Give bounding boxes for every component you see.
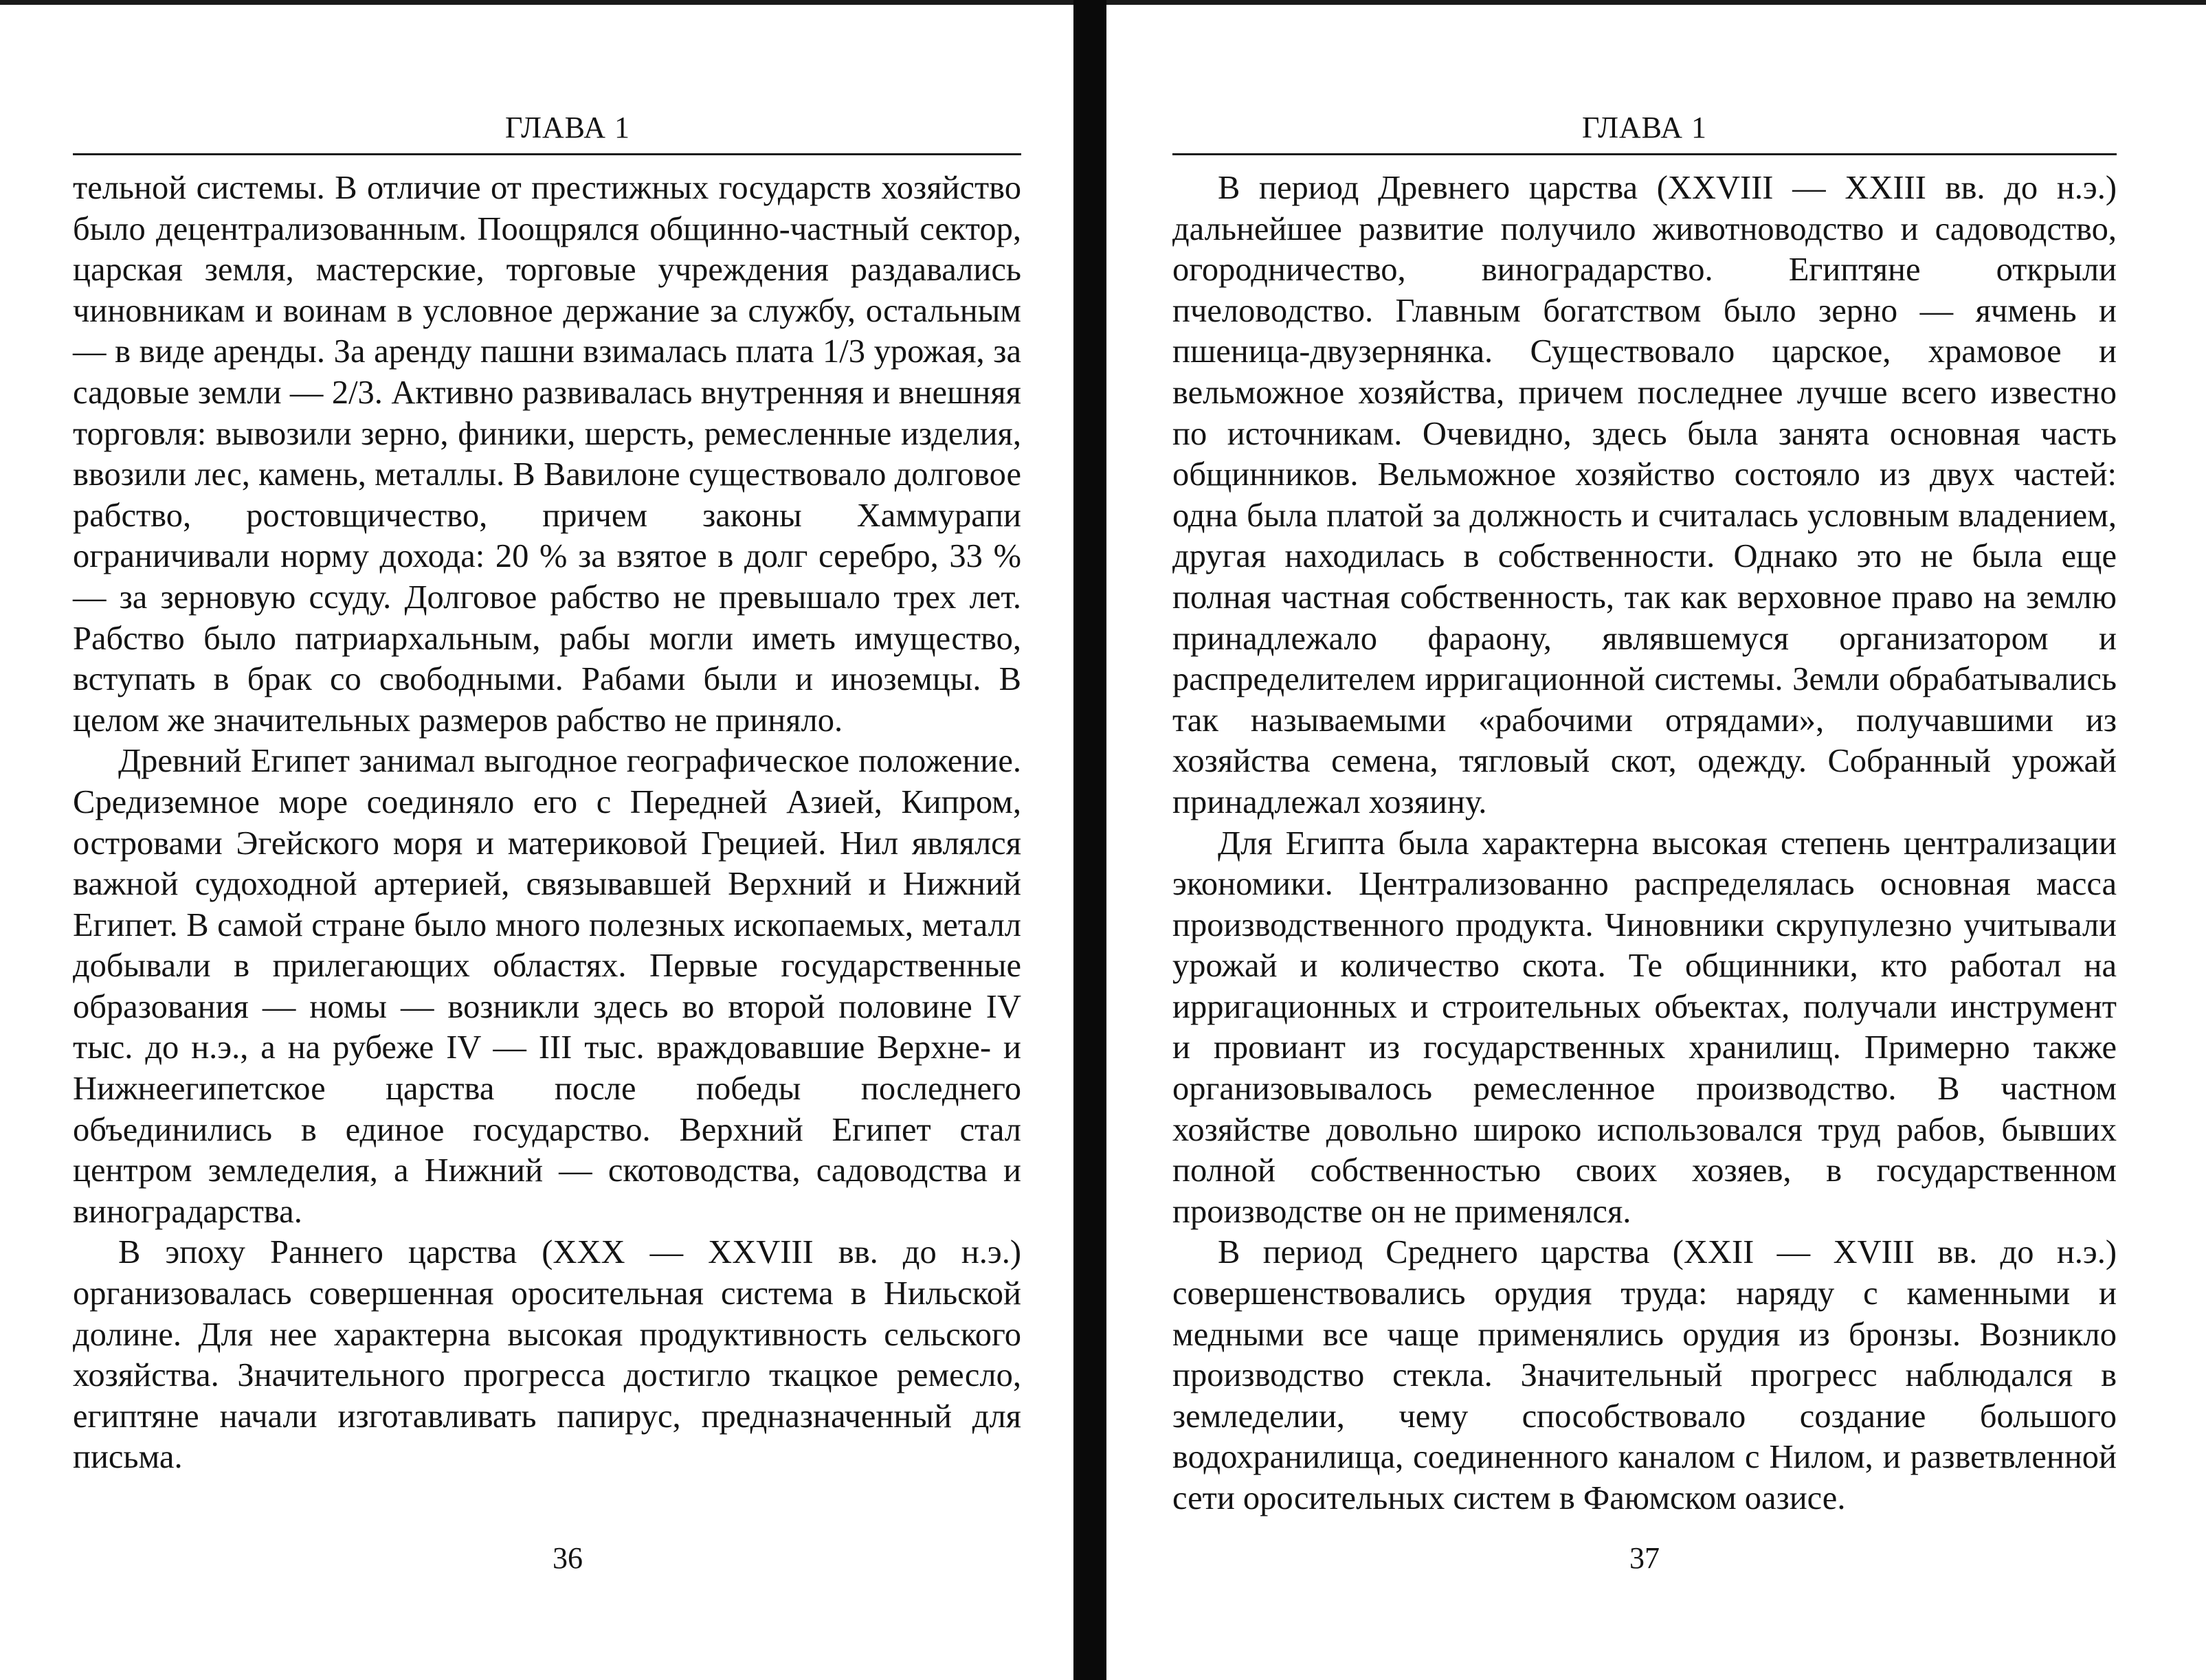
- right-paragraph-2: Для Египта была характерна высокая степень централизации экономики. Централизованно распределялась основная масса производственного продукта. Чиновники скрупулезно учитывали урожай и количество скота. Те общинники, кто работал на ирригационных и строительных объектах, получали инструмент и провиант из государственных хранилищ. Примерно также организовывалось ремесленное производство. В частном хозяйстве довольно широко использовался труд рабов, бывших полной собственностью своих хозяев, в государственном производстве он не применялся.: [1172, 825, 2117, 1230]
- right-page: [1172, 0, 2117, 1680]
- right-running-head: ГЛАВА 1: [1581, 111, 1708, 144]
- left-running-head: ГЛАВА 1: [504, 111, 631, 144]
- left-paragraph-2: Древний Египет занимал выгодное географическое положение. Средиземное море соединяло его с Передней Азией, Кипром, островами Эгейского моря и материковой Грецией. Нил являлся важной судоходной артерией, связывавшей Верхний и Нижний Египет. В самой стране было много полезных ископаемых, металл добывали в прилегающих областях. Первые государственные образования — номы — возникли здесь во второй половине IV тыс. до н.э., а на рубеже IV — III тыс. враждовавшие Верхне- и Нижнеегипетское царства после победы последнего объединились в единое государство. Верхний Египет стал центром земледелия, а Нижний — скотоводства, садоводства и виноградарства.: [73, 743, 1021, 1230]
- right-paragraph-3: В период Среднего царства (XXII — XVIII вв. до н.э.) совершенствовались орудия труда: наряду с каменными и медными все чаще применялись орудия из бронзы. Возникло производство стекла. Значительный прогресс наблюдался в земледелии, чему способствовало создание большого водохранилища, соединенного каналом с Нилом, и разветвленной сети оросительных систем в Фаюмском оазисе.: [1172, 1234, 2117, 1516]
- left-head-rule: [73, 153, 1021, 155]
- right-body-text: [1172, 168, 2117, 1519]
- book-spine-gutter: [1073, 0, 1106, 1680]
- left-body-text: [73, 168, 1021, 1478]
- left-page: [73, 0, 1021, 1680]
- left-paragraph-1: тельной системы. В отличие от престижных государств хозяйство было децентрализованным. Поощрялся общинно-частный сектор, царская земля, мастерские, торговые учреждения раздавались чиновникам и воинам в условное держание за службу, остальным — в виде аренды. За аренду пашни взималась плата 1/3 урожая, за садовые земли — 2/3. Активно развивалась внутренняя и внешняя торговля: вывозили зерно, финики, шерсть, ремесленные изделия, ввозили лес, камень, металлы. В Вавилоне существовало долговое рабство, ростовщичество, причем законы Хаммурапи ограничивали норму дохода: 20 % за взятое в долг серебро, 33 % — за зерновую ссуду. Долговое рабство не превышало трех лет. Рабство было патриархальным, рабы могли иметь имущество, вступать в брак со свободными. Рабами были и иноземцы. В целом же значительных размеров рабство не приняло.: [73, 170, 1021, 739]
- right-page-number: 37: [1629, 1541, 1660, 1575]
- left-page-number: 36: [553, 1541, 583, 1575]
- left-paragraph-3: В эпоху Раннего царства (XXX — XXVIII вв. до н.э.) организовалась совершенная оросительная система в Нильской долине. Для нее характерна высокая продуктивность сельского хозяйства. Значительного прогресса достигло ткацкое ремесло, египтяне начали изготавливать папирус, предназначенный для письма.: [73, 1234, 1021, 1476]
- right-paragraph-1: В период Древнего царства (XXVIII — XXIII вв. до н.э.) дальнейшее развитие получило животноводство и садоводство, огородничество, виноградарство. Египтяне открыли пчеловодство. Главным богатством было зерно — ячмень и пшеница-двузернянка. Существовало царское, храмовое и вельможное хозяйства, причем последнее лучше всего известно по источникам. Очевидно, здесь была занята основная часть общинников. Вельможное хозяйство состояло из двух частей: одна была платой за должность и считалась условным владением, другая находилась в собственности. Однако это не была еще полная частная собственность, так как верховное право на землю принадлежало фараону, являвшемуся организатором и распределителем ирригационной системы. Земли обрабатывались так называемыми «рабочими отрядами», получавшими из хозяйства семена, тягловый скот, одежду. Собранный урожай принадлежал хозяину.: [1172, 170, 2117, 820]
- right-head-rule: [1172, 153, 2117, 155]
